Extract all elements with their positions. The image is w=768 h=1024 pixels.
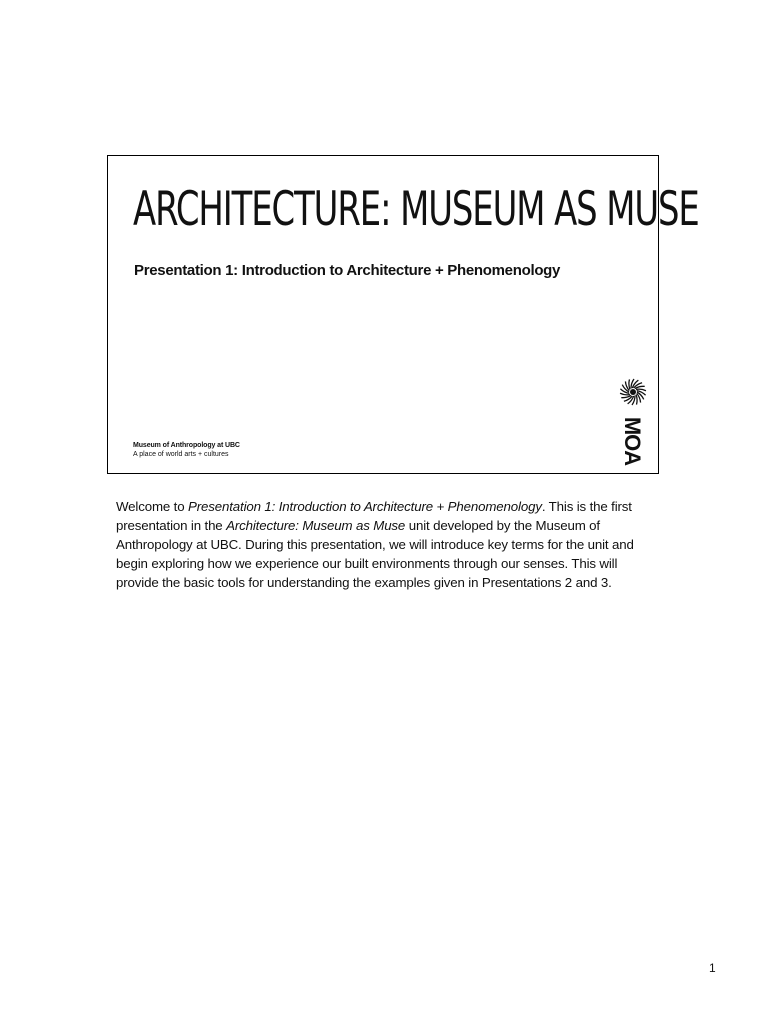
institution-name: Museum of Anthropology at UBC <box>133 442 240 449</box>
caption-text-1: Welcome to <box>116 499 189 514</box>
slide-subtitle <box>134 262 560 279</box>
caption-text-2: . This is the first presentation in the <box>116 499 632 533</box>
moa-logo: MOA <box>620 416 645 466</box>
page-number: 1 <box>709 961 716 975</box>
caption-italic-1: Presentation 1: Introduction to Architecture + Phenomenology <box>188 499 542 514</box>
slide-subtitle-prefix: Presentation 1 <box>134 262 234 279</box>
caption-paragraph <box>116 497 656 592</box>
slide-title: ARCHITECTURE: MUSEUM AS MUSE <box>133 182 699 237</box>
slide-subtitle-rest: : Introduction to Architecture + Phenomenology <box>233 262 561 279</box>
caption-italic-2: Architecture: Museum as Muse <box>226 518 406 533</box>
moa-spiral-emblem-icon <box>619 378 647 406</box>
slide-thumbnail <box>107 155 699 474</box>
institution-tagline: A place of world arts + cultures <box>133 450 229 458</box>
institution-block <box>133 442 240 460</box>
caption-text-3: unit developed by the Museum of Anthropology at UBC. During this presentation, we will introduce key terms for the unit and begin exploring how we experience our built environments through our senses. This will provide the basic tools for understanding the examples given in Presentations 2 and 3. <box>116 518 634 590</box>
